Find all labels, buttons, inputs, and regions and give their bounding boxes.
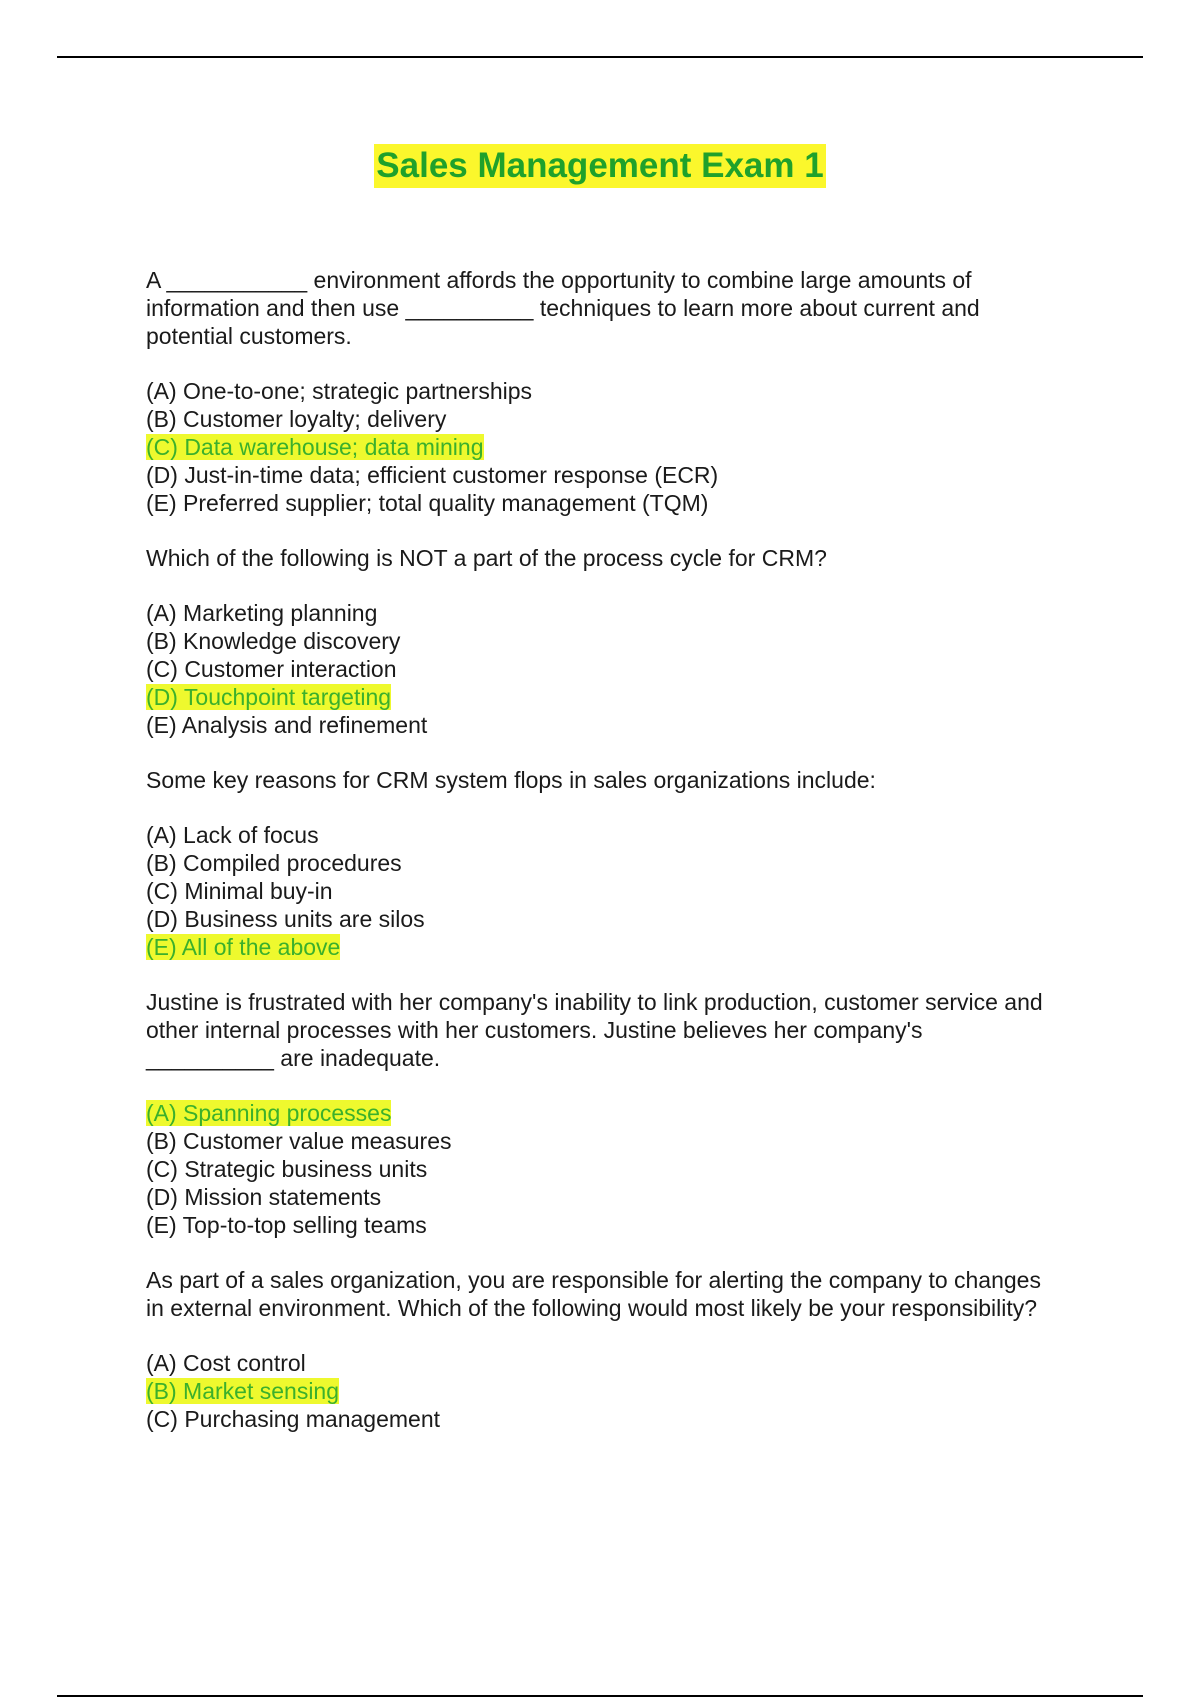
document-title: Sales Management Exam 1 <box>374 144 825 188</box>
question-block <box>146 1266 1106 1433</box>
answer-option: (D) Just-in-time data; efficient customer response (ECR) <box>146 462 719 488</box>
question-line: Justine is frustrated with her company's inability to link production, customer service and <box>146 989 1043 1015</box>
question-line: in external environment. Which of the following would most likely be your responsibility? <box>146 1295 1038 1321</box>
answer-option: (E) Analysis and refinement <box>146 712 428 738</box>
answer-option: (B) Customer loyalty; delivery <box>146 406 447 432</box>
answer-option: (C) Strategic business units <box>146 1156 428 1182</box>
question-block <box>146 766 1106 961</box>
answer-option: (B) Compiled procedures <box>146 850 402 876</box>
answer-options <box>146 1099 1106 1239</box>
answer-option: (C) Minimal buy-in <box>146 878 333 904</box>
answer-option-correct: (A) Spanning processes <box>146 1100 392 1126</box>
question-line: Some key reasons for CRM system flops in sales organizations include: <box>146 767 876 793</box>
answer-options <box>146 821 1106 961</box>
question-line: A ___________ environment affords the opportunity to combine large amounts of <box>146 267 972 293</box>
answer-option-correct: (C) Data warehouse; data mining <box>146 434 484 460</box>
answer-option-correct: (D) Touchpoint targeting <box>146 684 392 710</box>
answer-options <box>146 599 1106 739</box>
header-rule <box>57 56 1143 58</box>
question-block <box>146 988 1106 1239</box>
answer-option: (E) Preferred supplier; total quality management (TQM) <box>146 490 709 516</box>
question-line: potential customers. <box>146 323 352 349</box>
question-line: __________ are inadequate. <box>146 1045 441 1071</box>
question-line: Which of the following is NOT a part of the process cycle for CRM? <box>146 545 827 571</box>
question-text <box>146 266 1106 350</box>
question-block <box>146 266 1106 517</box>
answer-option-correct: (B) Market sensing <box>146 1378 340 1404</box>
answer-options <box>146 377 1106 517</box>
question-line: other internal processes with her customers. Justine believes her company's <box>146 1017 923 1043</box>
answer-option: (C) Purchasing management <box>146 1406 441 1432</box>
question-text <box>146 988 1106 1072</box>
question-list <box>146 266 1106 1460</box>
answer-option: (A) Lack of focus <box>146 822 319 848</box>
answer-option: (D) Business units are silos <box>146 906 425 932</box>
answer-options <box>146 1349 1106 1433</box>
answer-option: (B) Customer value measures <box>146 1128 452 1154</box>
question-text <box>146 1266 1106 1322</box>
answer-option: (C) Customer interaction <box>146 656 397 682</box>
question-text <box>146 544 1106 572</box>
answer-option: (A) Marketing planning <box>146 600 378 626</box>
answer-option: (A) Cost control <box>146 1350 306 1376</box>
answer-option: (B) Knowledge discovery <box>146 628 401 654</box>
footer-rule <box>57 1695 1143 1697</box>
question-block <box>146 544 1106 739</box>
answer-option-correct: (E) All of the above <box>146 934 341 960</box>
question-line: As part of a sales organization, you are responsible for alerting the company to changes <box>146 1267 1041 1293</box>
answer-option: (A) One-to-one; strategic partnerships <box>146 378 533 404</box>
question-line: information and then use __________ techniques to learn more about current and <box>146 295 980 321</box>
title-block <box>0 144 1200 188</box>
answer-option: (D) Mission statements <box>146 1184 382 1210</box>
answer-option: (E) Top-to-top selling teams <box>146 1212 427 1238</box>
question-text <box>146 766 1106 794</box>
